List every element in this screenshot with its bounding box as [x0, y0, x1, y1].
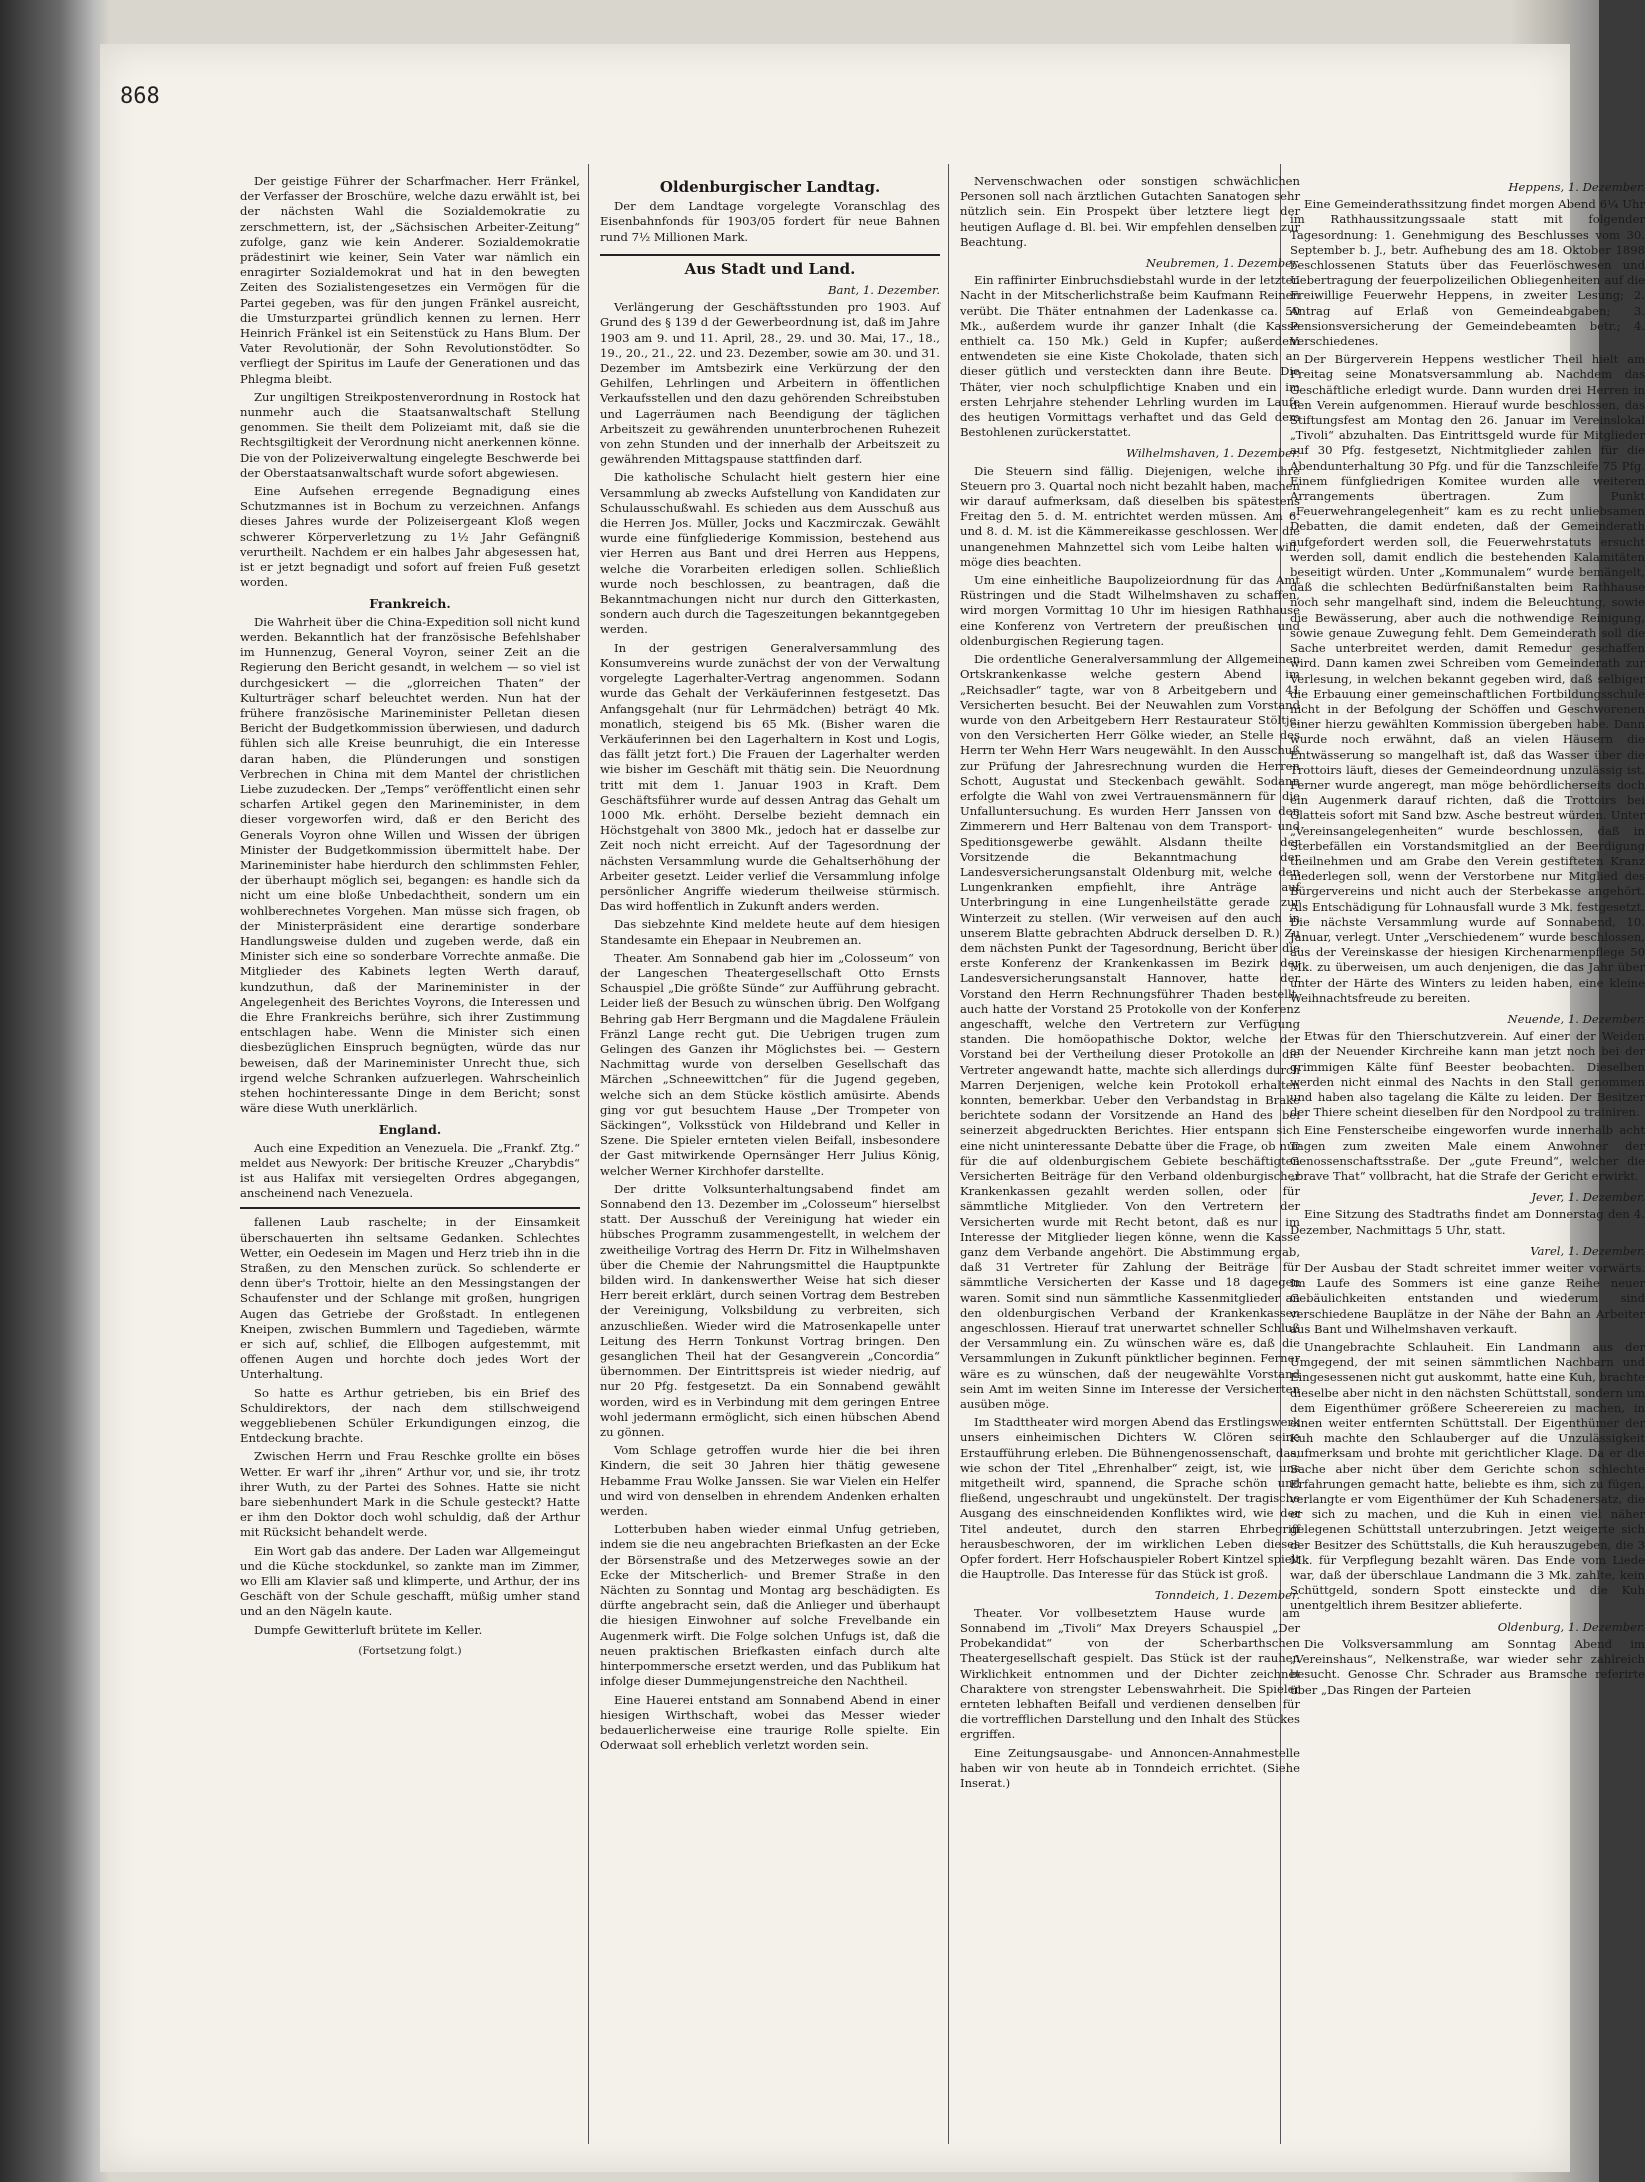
article-hebamme: Vom Schlage getroffen wurde hier die bei ihren Kindern, die seit 30 Jahren hier thätig gewesene Hebamme Frau Wolke Janssen. Sie war Vielen ein Helfer und wird von denselben in ehrendem Andenken erhalten werden. [600, 1443, 940, 1519]
column-3 [960, 174, 1300, 2144]
article-annahmestelle: Eine Zeitungsausgabe- und Annoncen-Annahmestelle haben wir von heute ab in Tonndeich errichtet. (Siehe Inserat.) [960, 1745, 1300, 1790]
dateline: Bant, 1. Dezember. [827, 283, 940, 298]
article-thierschutz: Etwas für den Thierschutzverein. Auf einer der Weiden an der Neuender Kirchreihe kann man jetzt noch bei der grimmigen Kälte fünf Beester beobachten. Dieselben werden nicht einmal des Nachts in den Stall genommen und haben also tagelang die Kälte zu leiden. Der Besitzer der Thiere scheint dieselben für den Nordpool zu trainiren. [1290, 1029, 1645, 1120]
article-venezuela: Auch eine Expedition an Venezuela. Die „Frankf. Ztg.“ meldet aus Newyork: Der britische Kreuzer „Charybdis“ ist aus Halifax mit versiegelten Ordres abgegangen, anscheinend nach Venezuela. [240, 1140, 580, 1201]
article-einbruch: Ein raffinirter Einbruchsdiebstahl wurde in der letzten Nacht in der Mitscherlichstraße beim Kaufmann Reinen verübt. Die Thäter entnahmen der Ladenkasse ca. 50 Mk., außerdem wurde ihr ganzer Inhalt (die Kasse enthielt ca. 150 Mk.) Geld in Kupfer; außerdem entwendeten sie eine Kiste Chokolade, thaten sich an dieser gütlich und versteckten dann ihre Beute. Die Thäter, vier noch schulpflichtige Knaben und ein im ersten Lehrjahre stehender Lehrling wurden im Laufe des heutigen Vormittags verhaftet und das Geld dem Bestohlenen zurückerstattet. [960, 273, 1300, 440]
section-heading-landtag: Oldenburgischer Landtag. [659, 178, 881, 196]
feuilleton-paragraph: Ein Wort gab das andere. Der Laden war Allgemeingut und die Küche stockdunkel, so zankte man im Zimmer, wo Elli am Klavier saß und klimperte, und Arthur, der ins Geschäft von der Schule geschafft, müßig umher stand und an den Nägeln kaute. [240, 1543, 580, 1619]
article-scharfmacher: Der geistige Führer der Scharfmacher. Herr Fränkel, der Verfasser der Broschüre, welche dazu erwählt ist, bei der nächsten Wahl die Sozialdemokratie zu zerschmettern, ist, der „Sächsischen Arbeiter-Zeitung“ zufolge, ganz wie kein Anderer. Sozialdemokratie prädestinirt wie keiner, Sein Vater war nämlich ein enragirter Sozialdemokrat und hat in den bewegten Zeiten des Sozialistengesetzes ein Vermögen für die Partei gegeben, was für den jungen Fränkel ausreicht, die Umsturzpartei gründlich kennen zu lernen. Herr Heinrich Fränkel ist ein Seitenstück zu Hans Blum. Der Vater Revolutionär, der Sohn Revolutionstödter. So verfliegt der Spiritus im Laufe der Generationen und das Phlegma bleibt. [240, 174, 580, 386]
article-briefkasten: Lotterbuben haben wieder einmal Unfug getrieben, indem sie die neu angebrachten Briefkasten an der Ecke der Börsenstraße und des Metzerweges sowie an der Ecke der Mitscherlich- und Bremer Straße in den Nächten zu Sonntag und Montag arg beschädigten. Es dürfte angebracht sein, daß die Anlieger und überhaupt die hiesigen Einwohner auf solche Frevelbande ein Augenmerk wirft. Die Folge solchen Unfugs ist, daß die neuen praktischen Briefkasten einfach durch alte hinterpommersche ersetzt werden, und das Publikum hat infolge dieser Dummejungenstreiche den Nachtheil. [600, 1522, 940, 1689]
article-volksversammlung: Die Volksversammlung am Sonntag Abend im „Vereinshaus“, Nelkenstraße, war wieder sehr zahlreich besucht. Genosse Chr. Schrader aus Bramsche referirte über „Das Ringen der Parteien [1290, 1636, 1645, 1697]
column-4 [1290, 174, 1645, 2144]
column-rule [948, 164, 949, 2144]
article-stadttheater: Im Stadttheater wird morgen Abend das Erstlingswerk unsers einheimischen Dichters W. Clören seine Erstaufführung erleben. Die Bühnengenossenschaft, das, wie schon der Titel „Ehrenhalber“ zeigt, ist, wie uns mitgetheilt wird, spannend, die Sprache schön und fließend, ungeschraubt und ungekünstelt. Der tragische Ausgang des einschneidenden Konfliktes wird, wie der Titel andeutet, durch den starren Ehrbegriff herausbeschworen, der im wirklichen Leben dieses Opfer fordert. Herr Hofschauspieler Robert Kintzel spielt die Hauptrolle. Das Interesse für das Stück ist groß. [960, 1415, 1300, 1582]
column-2 [600, 174, 940, 2144]
continuation-note: (Fortsetzung folgt.) [358, 1644, 462, 1657]
dateline: Tonndeich, 1. Dezember. [1154, 1588, 1300, 1603]
article-volksunterhaltung: Der dritte Volksunterhaltungsabend findet am Sonnabend den 13. Dezember im „Colosseum“ hierselbst statt. Der Ausschuß der Vereinigung hat wieder ein hübsches Programm zusammengestellt, in welchem der zweitheilige Vortrag des Herrn Dr. Fitz in Wilhelmshaven über die Chemie der Nahrungsmittel die Hauptpunkte bilden wird. In dankenswerther Weise hat sich dieser Herr bereit erklärt, durch seinen Vortrag dem Bestreben der Vereinigung, Volksbildung zu verbreiten, sich anzuschließen. Wieder wird die Matrosenkapelle unter Leitung des Herrn Tonkunst Vortrag bringen. Den gesanglichen Theil hat der Gesangverein „Concordia“ übernommen. Der Eintrittspreis ist wieder niedrig, auf nur 20 Pfg. festgesetzt. Da ein Sonnabend gewählt worden, wird es in Verbindung mit dem geringen Entree wohl jedermann ermöglicht, sich einen hübschen Abend zu gönnen. [600, 1181, 940, 1440]
article-theater: Theater. Am Sonnabend gab hier im „Colosseum“ von der Langeschen Theatergesellschaft Otto Ernsts Schauspiel „Die größte Sünde“ zur Aufführung gebracht. Leider ließ der Besuch zu wünschen übrig. Den Wolfgang Behring gab Herr Bergmann und die Magdalene Fräulein Fränzl Lange recht gut. Die Uebrigen trugen zum Gelingen des Ganzen ihr Möglichstes bei. — Gestern Nachmittag wurde von derselben Gesellschaft das Märchen „Schneewittchen“ für die Jugend gegeben, welche sich an dem Stücke köstlich amüsirte. Abends ging vor gut besuchtem Hause „Der Trompeter von Säckingen“, Volksstück von Hildebrand und Keller in Szene. Die Spieler ernteten vielen Beifall, insbesondere der Gast mitwirkende Opernsänger Herr Julius König, welcher Werner Kirchhofer darstellte. [600, 950, 940, 1178]
section-heading-france: Frankreich. [369, 596, 451, 612]
article-schulacht: Die katholische Schulacht hielt gestern hier eine Versammlung ab zwecks Aufstellung von Kandidaten zur Schulausschußwahl. Es schieden aus dem Ausschuß aus die Herren Jos. Müller, Jocks und Kaczmirczak. Gewählt wurde eine fünfgliederige Kommission, bestehend aus vier Herren aus Bant und drei Herren aus Heppens, welche die Vorarbeiten erledigen sollen. Schließlich wurde noch beschlossen, zu beantragen, daß die Bekanntmachungen nicht nur durch den Gitterkasten, sondern auch durch die Tageszeitungen bekanntgegeben werden. [600, 470, 940, 637]
dateline: Neubremen, 1. Dezember. [1145, 256, 1300, 271]
article-gemeinderath: Eine Gemeinderathssitzung findet morgen Abend 6¼ Uhr im Rathhaussitzungssaale statt mit folgender Tagesordnung: 1. Genehmigung des Beschlusses vom 30. September b. J., betr. Aufhebung des am 18. Oktober 1898 beschlossenen Statuts über das Feuerlöschwesen und Uebertragung der feuerpolizeilichen Obliegenheiten auf die Freiwillige Feuerwehr Heppens, in zweiter Lesung; 2. Antrag auf Erlaß von Gemeindeabgaben; 3. Pensionsversicherung der Gemeindebeamten betr.; 4. Verschiedenes. [1290, 197, 1645, 349]
feuilleton-paragraph: fallenen Laub raschelte; in der Einsamkeit überschauerten ihn seltsame Gedanken. Schlechtes Wetter, ein Oedesein im Magen und Herz trieb ihn in die Straßen, zu den Menschen zurück. So schlenderte er denn über's Trottoir, hielte an den Messingstangen der Schaufenster und der Schlange mit großen, hungrigen Augen das Getriebe der Großstadt. In entlegenen Kneipen, zwischen Bummlern und Tagedieben, wärmte er sich auf, schlief, die Ellbogen aufgestemmt, mit offenen Augen und horchte doch jedes Wort der Unterhaltung. [240, 1215, 580, 1382]
dateline: Varel, 1. Dezember. [1530, 1243, 1645, 1258]
article-schlauheit: Unangebrachte Schlauheit. Ein Landmann aus der Umgegend, der mit seinen sämmtlichen Nachbarn und Eingesessenen nicht gut auskommt, hatte eine Kuh, brachte dieselbe aber nicht in den nächsten Schüttstall, sondern um dem Eigenthümer größere Scheerereien zu machen, in einen weiter entfernten Schüttstall. Der Eigenthümer der Kuh machte den Schlauberger auf die Unzulässigkeit aufmerksam und brohte mit gerichtlicher Klage. Da er die Sache aber nicht über dem Gerichte schon schlechte Erfahrungen gemacht hatte, beliebte es ihm, sich zu fügen, verlangte er vom Eigenthümer der Kuh Schadenersatz, die er sich zu machen, und die Kuh in einen viel näher gelegenen Schüttstall unterzubringen. Jetzt weigerte sich der Besitzer des Schüttstalls, die Kuh herauszugeben, die 3 Mk. für Verpflegung bezahlt wären. Das Ende vom Liede war, daß der überschlaue Landmann die 3 Mk. zahlte, kein Schüttgeld, sondern Spott einsteckte und die Kuh unentgeltlich ihrem Besitzer ablieferte. [1290, 1340, 1645, 1613]
page-number: 868 [120, 84, 160, 109]
newspaper-page [100, 44, 1645, 2172]
article-landtag: Der dem Landtage vorgelegte Voranschlag des Eisenbahnfonds für 1903/05 fordert für neue Bahnen rund 7½ Millionen Mark. [600, 199, 940, 244]
article-ausbau: Der Ausbau der Stadt schreitet immer weiter vorwärts. Im Laufe des Sommers ist eine ganze Reihe neuer Gebäulichkeiten entstanden und wiederum sind verschiedene Bauplätze in der Nähe der Bahn an Arbeiter aus Bant und Wilhelmshaven verkauft. [1290, 1261, 1645, 1336]
dateline: Oldenburg, 1. Dezember. [1497, 1619, 1645, 1634]
column-1 [240, 174, 580, 2144]
dateline: Jever, 1. Dezember. [1531, 1190, 1645, 1205]
article-ortskrankenkasse: Die ordentliche Generalversammlung der Allgemeinen Ortskrankenkasse welche gestern Abend im „Reichsadler“ tagte, war von 8 Arbeitgebern und 41 Versicherten besucht. Bei der Neuwahlen zum Vorstand wurde von den Arbeitgebern Herr Restaurateur Stöltje, von den Versicherten Herr Gölke wieder, an Stelle des Herrn ter Wehn Herr Wars neugewählt. In den Ausschuß zur Prüfung der Jahresrechnung wurden die Herren Schott, Augustat und Steckenbach gewählt. Sodann erfolgte die Wahl von zwei Vertrauensmännern für die Unfalluntersuchung. Es wurden Herr Janssen von den Zimmerern und Herr Baltenau von dem Transport- und Speditionsgewerbe gewählt. Alsdann theilte der Vorsitzende die Bekanntmachung der Landesversicherungsanstalt Oldenburg mit, welche den Lungenkranken empfiehlt, ihre Anträge auf Unterbringung in eine Lungenheilstätte gerade zur Winterzeit zu stellen. (Wir verweisen auf den auch in unserem Blatte gebrachten Abdruck derselben D. R.) Zu dem nächsten Punkt der Tagesordnung, Bericht über die erste Konferenz der Krankenkassen im Bezirk der Landesversicherungsanstalt Hannover, hatte der Vorstand den Herrn Rechnungsführer Thaden bestellt, auch hatte der Vorstand 25 Protokolle von der Konferenz angeschafft, welche den Vertretern zur Verfügung standen. Die homöopathische Doktor, welche der Vorstand bei der Vertheilung dieser Protokolle an die Vertreter angewandt hatte, machte sich allerdings durch Marren Derjenigen, welche kein Protokoll erhalten konnten, bemerkbar. Ueber den Verbandstag in Brake berichtete sodann der Vorsitzende an Hand des bei seinerzeit abgedruckten Berichtes. Hier entspann sich eine nicht uninteressante Debatte über die Frage, ob nur für die auf oldenburgischem Gebiete beschäftigten Versicherten Beiträge für den Verband oldenburgischer Krankenkassen gezahlt werden sollen, oder für sämmtliche Mitglieder. Von den Vertretern der Versicherten wurde mit Recht betont, daß es nur im Interesse der Mitglieder liegen könne, wenn die Kasse ganz dem Verbande angehört. Die Abstimmung ergab, daß 31 Vertreter für Zahlung der Beiträge für sämmtliche Versicherten der Kasse und 18 dagegen waren. Somit sind nun sämmtliche Kassenmitglieder an den oldenburgischen Verband der Krankenkassen angeschlossen. Hierauf trat unerwartet schneller Schluß der Versammlung ein. Zu wünschen wäre es, daß die Versammlungen in Zukunft pünktlicher beginnen. Ferner wäre es zu wünschen, daß der neugewählte Vorstand sein Amt im weiten Sinne im Interesse der Versicherten ausüben möge. [960, 652, 1300, 1412]
dateline: Neuende, 1. Dezember. [1507, 1011, 1645, 1026]
feuilleton-divider [240, 1207, 580, 1209]
article-steuern: Die Steuern sind fällig. Diejenigen, welche ihre Steuern pro 3. Quartal noch nicht bezahlt haben, machen wir darauf aufmerksam, daß dieselben bis spätestens Freitag den 5. d. M. entrichtet werden müssen. Am 6. und 8. d. M. ist die Kämmereikasse geschlossen. Wer die unangenehmen Mahnzettel sich vom Leibe halten will, möge dies beachten. [960, 463, 1300, 569]
column-rule [588, 164, 589, 2144]
feuilleton-paragraph: So hatte es Arthur getrieben, bis ein Brief des Schuldirektors, der nach dem stillschweigend weggebliebenen Schüler Erkundigungen einzog, die Entdeckung brachte. [240, 1385, 580, 1446]
article-sanatogen: Nervenschwachen oder sonstigen schwächlichen Personen soll nach ärztlichen Gutachten Sanatogen sehr nützlich sein. Ein Prospekt über letztere liegt der heutigen Auflage d. Bl. bei. Wir empfehlen denselben zur Beachtung. [960, 174, 1300, 249]
article-standesamt: Das siebzehnte Kind meldete heute auf dem hiesigen Standesamte ein Ehepaar in Neubremen an. [600, 917, 940, 947]
feuilleton-paragraph: Zwischen Herrn und Frau Reschke grollte ein böses Wetter. Er warf ihr „ihren“ Arthur vor, und sie, ihr trotz ihrer Wuth, zu der Partei des Sohnes. Hatte sie nicht bare siebenhundert Mark in die Schule gesteckt? Hatte er ihm den Doktor doch wohl schuldig, daß der Arthur mit Rücksicht behandelt werde. [240, 1449, 580, 1540]
article-begnadigung: Eine Aufsehen erregende Begnadigung eines Schutzmannes ist in Bochum zu verzeichnen. Anfangs dieses Jahres wurde der Polizeisergeant Kloß wegen schwerer Körperverletzung zu 1½ Jahr Gefängniß verurtheilt. Nachdem er ein halbes Jahr abgesessen hat, ist er jetzt begnadigt und sofort auf freien Fuß gesetzt worden. [240, 484, 580, 590]
article-streikposten: Zur ungiltigen Streikpostenverordnung in Rostock hat nunmehr auch die Staatsanwaltschaft Stellung genommen. Sie theilt dem Polizeiamt mit, daß sie die Rechtsgiltigkeit der Verordnung nicht anerkennen könne. Die von der Polizeiverwaltung eingelegte Beschwerde bei der Oberstaatsanwaltschaft wurde sofort abgewiesen. [240, 389, 580, 480]
dateline: Heppens, 1. Dezember. [1508, 180, 1645, 194]
feuilleton-paragraph: Dumpfe Gewitterluft brütete im Keller. [254, 1622, 483, 1637]
article-geschaeftsstunden: Verlängerung der Geschäftsstunden pro 1903. Auf Grund des § 139 d der Gewerbeordnung ist, daß im Jahre 1903 am 9. und 11. April, 28., 29. und 30. Mai, 17., 18., 19., 20., 21., 22. und 23. Dezember, sowie am 30. und 31. Dezember im Amtsbezirk eine Verkürzung der den Gehilfen, Lehrlingen und Arbeitern in öffentlichen Verkaufsstellen und den dazu gehörenden Schreibstuben und Lagerräumen nach Beendigung der täglichen Arbeitszeit zu gewährenden ununterbrochenen Ruhezeit von zehn Stunden und der innerhalb der Arbeitszeit zu gewährenden Mittagspause stattfinden darf. [600, 300, 940, 467]
article-hauerei: Eine Hauerei entstand am Sonnabend Abend in einer hiesigen Wirthschaft, wobei das Messer wieder bedauerlicherweise eine traurige Rolle spielte. Ein Oderwaat soll erheblich verletzt worden sein. [600, 1692, 940, 1753]
article-buergerverein: Der Bürgerverein Heppens westlicher Theil hielt am Freitag seine Monatsversammlung ab. Nachdem das Geschäftliche erledigt wurde. Dann wurden drei Herren in den Verein aufgenommen. Hierauf wurde beschlossen, das Stiftungsfest am Montag den 26. Januar im Vereinslokal „Tivoli“ abzuhalten. Das Eintrittsgeld wurde für Mitglieder auf 30 Pfg. festgesetzt, Nichtmitglieder zahlen für die Abendunterhaltung 30 Pfg. und für die Tanzschleife 75 Pfg. Einem fünfgliedrigen Komitee wurden alle weiteren Arrangements übertragen. Zum Punkt „Feuerwehrangelegenheit“ kam es zu recht unliebsamen Debatten, die damit endeten, daß der Gemeinderath aufgefordert werden soll, die Feuerwehrstatuts ersucht werden soll, damit endlich die bestehenden Kalamitäten beseitigt würden. Unter „Kommunalem“ wurde bemängelt, daß die schlechten Bedürfnißanstalten beim Rathhause noch sehr mangelhaft sind, indem die Beleuchtung, sowie die Bewässerung, aber auch die nothwendige Reinigung, sowie genaue Zuwegung fehlt. Dem Gemeinderath soll die Sache unterbreitet werden, damit Remedur geschaffen wird. Dann kamen zwei Schreiben vom Gemeinderath zur Verlesung, in welchen bekannt gegeben wird, daß selbiger die Erbauung einer gemeinschaftlichen Fortbildungsschule nicht in der Befolgung der Schöffen und Geschworenen einer hierzu gewählten Kommission übergeben habe. Dann wurde noch erwähnt, daß an vielen Häusern die Entwässerung so mangelhaft ist, daß das Wasser über die Trottoirs läuft, dieses der Gemeindeordnung unzulässig ist. Ferner wurde angeregt, man möge behördlicherseits doch ein Augenmerk darauf richten, daß die Trottoirs bei Glatteis sofort mit Sand bzw. Asche bestreut würden. Unter „Vereinsangelegenheiten“ wurde beschlossen, daß in Sterbefällen ein Vorstandsmitglied an der Beerdigung theilnehmen und am Grabe den Verein gestifteten Kranz niederlegen soll, wenn der Verstorbene nur Mitglied des Bürgervereins und nicht auch der Sterbekasse angehört. Als Entschädigung für Lohnausfall wurde 3 Mk. festgesetzt. Die nächste Versammlung wurde auf Sonnabend, 10. Januar, verlegt. Unter „Verschiedenem“ wurde beschlossen, aus der Vereinskasse der hiesigen Kirchenarmenpflege 50 Mk. zu überweisen, um auch denjenigen, die das Jahr über unter der Härte des Winters zu leiden haben, eine kleine Weihnachtsfreude zu bereiten. [1290, 352, 1645, 1005]
article-stadtrath: Eine Sitzung des Stadtraths findet am Donnerstag den 4. Dezember, Nachmittags 5 Uhr, statt. [1290, 1207, 1645, 1237]
section-heading-stadt-und-land: Aus Stadt und Land. [684, 259, 856, 278]
article-fensterscheibe: Eine Fensterscheibe eingeworfen wurde innerhalb acht Tagen zum zweiten Male einem Anwohner der Genossenschaftsstraße. Der „gute Freund“, welcher die „brave That“ vollbracht, hat die Strafe der Gericht erwirkt. [1290, 1123, 1645, 1183]
dateline: Wilhelmshaven, 1. Dezember. [1126, 446, 1300, 461]
article-theater-tonndeich: Theater. Vor vollbesetztem Hause wurde am Sonnabend im „Tivoli“ Max Dreyers Schauspiel „Der Probekandidat“ von der Scherbarthschen Theatergesellschaft gespielt. Das Stück ist der rauhen Wirklichkeit entnommen und der Dichter zeichnet Charaktere von strengster Lebenswahrheit. Die Spieler ernteten lebhaften Beifall und verdienen denselben für die vortrefflichen Darstellung und den Inhalt des Stückes ergriffen. [960, 1605, 1300, 1742]
article-baupolizei: Um eine einheitliche Baupolizeiordnung für das Amt Rüstringen und die Stadt Wilhelmshaven zu schaffen, wird morgen Vormittag 10 Uhr im hiesigen Rathhause eine Konferenz von Vertretern der preußischen und oldenburgischen Regierung tagen. [960, 573, 1300, 648]
section-heading-england: England. [378, 1122, 442, 1138]
article-konsumverein: In der gestrigen Generalversammlung des Konsumvereins wurde zunächst der von der Verwaltung vorgelegte Lagerhalter-Vertrag angenommen. Sodann wurde das Gehalt der Verkäuferinnen festgesetzt. Das Anfangsgehalt (nur für Lehrmädchen) beträgt 40 Mk. monatlich, steigend bis 65 Mk. (Bisher waren die Verkäuferinnen bei den Lagerhaltern in Kost und Logis, das fällt jetzt fort.) Die Frauen der Lagerhalter werden wie bisher im Geschäft mit thätig sein. Die Neuordnung tritt mit dem 1. Januar 1903 in Kraft. Dem Geschäftsführer wurde auf dessen Antrag das Gehalt um 1000 Mk. erhöht. Derselbe bezieht demnach ein Höchstgehalt von 3800 Mk., jedoch hat er dasselbe zur Zeit noch nicht erreicht. Auf der Tagesordnung der nächsten Versammlung wurde die Gehaltserhöhung der Arbeiter gesetzt. Leider verlief die Versammlung infolge persönlicher Angriffe wiederum theilweise stürmisch. Das wird hoffentlich in Zukunft anders werden. [600, 640, 940, 914]
landtag-block [600, 180, 940, 256]
article-china: Die Wahrheit über die China-Expedition soll nicht kund werden. Bekanntlich hat der französische Befehlshaber im Hunnenzug, General Voyron, seiner Zeit an die Regierung den Bericht gesandt, in welchem — so viel ist durchgesickert — die „glorreichen Thaten“ der Kulturträger scharf beleuchtet werden. Nun hat der frühere französische Marineminister Pelletan diesen Bericht der Budgetkommission überwiesen, und dadurch fühlen sich alle Kreise beunruhigt, die ein Interesse daran haben, die Plünderungen und sonstigen Verbrechen in China mit dem Mantel der christlichen Liebe zuzudecken. Der „Temps“ veröffentlicht einen sehr scharfen Artikel gegen den Marineminister, in dem dieser vorgeworfen wird, daß er den Bericht des Generals Voyron ohne Willen und Wissen der übrigen Minister der Budgetkommission übermittelt habe. Der Marineminister habe hierdurch den schlimmsten Fehler, der überhaupt möglich sei, begangen: es handle sich da nicht um eine bloße Unbedachtheit, sondern um ein wohlberechnetes Vorgehen. Man müsse sich fragen, ob der Ministerpräsident eine derartige sonderbare Handlungsweise dulden und zugeben werde, daß ein Minister sich eine so sonderbare Vorrechte anmaße. Die Mitglieder des Kabinets legten Werth darauf, kundzuthun, daß der Marineminister in der Angelegenheit des Berichtes Voyrons, die Interessen und die Ehre Frankreichs berühre, sich ihrer Zustimmung entschlagen habe. Wenn die Minister sich einen diesbezüglichen Einspruch begnügten, würde das nur beweisen, daß der Marineminister Unrecht thue, sich irgend welche Schranken aufzuerlegen. Wahrscheinlich stehen hochinteressante Dinge in dem Bericht; sonst wäre diese Wuth unerklärlich. [240, 614, 580, 1116]
